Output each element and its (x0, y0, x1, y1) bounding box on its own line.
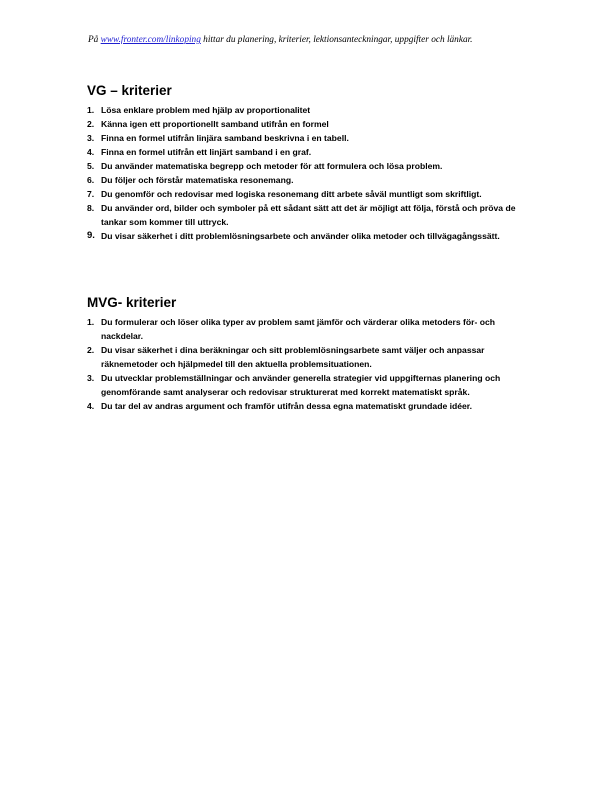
item-number: 8. (87, 203, 95, 213)
list-item (87, 173, 527, 187)
item-number: 2. (87, 119, 95, 129)
list-item (87, 371, 527, 399)
item-number: 2. (87, 345, 95, 355)
item-number: 3. (87, 133, 95, 143)
item-text: Du använder matematiska begrepp och metoder för att formulera och lösa problem. (101, 161, 443, 171)
item-text: Du visar säkerhet i ditt problemlösningsarbete och använder olika metoder och tillvägagångssätt. (101, 231, 500, 241)
item-text: Du följer och förstår matematiska resonemang. (101, 175, 294, 185)
list-item (87, 399, 527, 413)
list-item (87, 201, 527, 229)
item-text: Du visar säkerhet i dina beräkningar och sitt problemlösningsarbete samt väljer och anpassar räknemetoder och hjälpmedel till den aktuella problemsituationen. (101, 345, 485, 369)
mvg-list (87, 315, 527, 413)
intro-prefix: På (88, 35, 101, 45)
item-number: 4. (87, 147, 95, 157)
item-number: 7. (87, 189, 95, 199)
item-number: 3. (87, 373, 95, 383)
mvg-section (87, 294, 527, 413)
list-item (87, 103, 527, 117)
item-number: 9. (87, 230, 95, 241)
vg-heading: VG – kriterier (87, 83, 172, 98)
item-text: Du genomför och redovisar med logiska resonemang ditt arbete såväl muntligt som skriftligt. (101, 189, 482, 199)
list-item (87, 117, 527, 131)
mvg-heading: MVG- kriterier (87, 295, 177, 310)
item-text: Känna igen ett proportionellt samband utifrån en formel (101, 119, 329, 129)
vg-list (87, 103, 527, 243)
list-item (87, 131, 527, 145)
intro-text (88, 35, 588, 45)
item-text: Du tar del av andras argument och framför utifrån dessa egna matematiskt grundade idéer. (101, 401, 473, 411)
list-item (87, 187, 527, 201)
list-item (87, 343, 527, 371)
fronter-link[interactable]: www.fronter.com/linkoping (100, 35, 201, 45)
item-text: Du använder ord, bilder och symboler på ett sådant sätt att det är möjligt att följa, förstå och pröva de tankar som kommer till uttryck. (101, 203, 516, 227)
item-number: 1. (87, 317, 95, 327)
item-text: Finna en formel utifrån ett linjärt samband i en graf. (101, 147, 312, 157)
list-item (87, 315, 527, 343)
intro-suffix: hittar du planering, kriterier, lektionsanteckningar, uppgifter och länkar. (200, 35, 473, 45)
item-number: 4. (87, 401, 95, 411)
item-text: Du utvecklar problemställningar och använder generella strategier vid uppgifternas planering och genomförande samt analyserar och redovisar strukturerat med korrekt matematiskt språk. (101, 373, 501, 397)
item-number: 5. (87, 161, 95, 171)
list-item (87, 145, 527, 159)
list-item (87, 229, 527, 243)
item-number: 6. (87, 175, 95, 185)
vg-section (87, 82, 527, 243)
item-text: Du formulerar och löser olika typer av problem samt jämför och värderar olika metoders för- och nackdelar. (101, 317, 495, 341)
list-item (87, 159, 527, 173)
item-text: Finna en formel utifrån linjära samband beskrivna i en tabell. (101, 133, 349, 143)
item-text: Lösa enklare problem med hjälp av proportionalitet (101, 105, 311, 115)
item-number: 1. (87, 105, 95, 115)
